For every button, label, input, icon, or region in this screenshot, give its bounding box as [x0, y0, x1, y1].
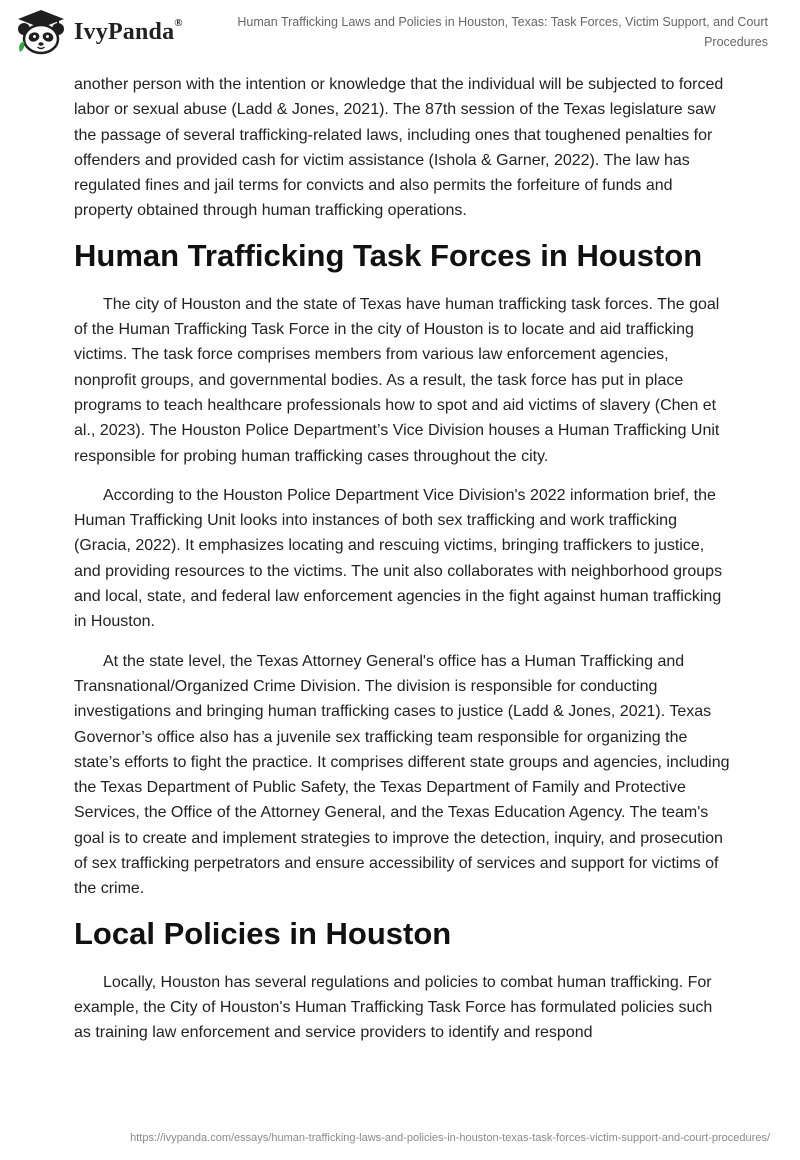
- ivypanda-logo[interactable]: [14, 8, 183, 56]
- essay-body: [74, 72, 730, 1060]
- intro-paragraph: another person with the intention or knowledge that the individual will be subjected to forced labor or sexual abuse (Ladd & Jones, 2021). The 87th session of the Texas legislature saw the passage of several trafficking-related laws, including ones that toughened penalties for offenders and provided cash for victim assistance (Ishola & Garner, 2022). The law has regulated fines and jail terms for convicts and also permits the forfeiture of funds and property obtained through human trafficking operations.: [74, 76, 724, 220]
- body-paragraph: Locally, Houston has several regulations and policies to combat human trafficking. For example, the City of Houston's Human Trafficking Task Force has formulated policies such as training law enforcement and service providers to identify and respond: [74, 973, 713, 1042]
- source-url[interactable]: https://ivypanda.com/essays/human-trafficking-laws-and-policies-in-houston-texas-task-forces-victim-support-and-court-procedures/: [130, 1132, 770, 1144]
- brand-text: IvyPanda: [74, 18, 175, 45]
- body-paragraph: According to the Houston Police Department Vice Division's 2022 information brief, the Human Trafficking Unit looks into instances of both sex trafficking and work trafficking (Gracia, 2022). It emphasizes locating and rescuing victims, bringing traffickers to justice, and providing resources to the victims. The unit also collaborates with neighborhood groups and local, state, and federal law enforcement agencies in the fight against human trafficking in Houston.: [74, 486, 723, 631]
- brand-name: [74, 16, 183, 46]
- document-title: Human Trafficking Laws and Policies in Houston, Texas: Task Forces, Victim Support, and Court Procedures: [237, 15, 768, 49]
- panda-graduate-icon: [14, 8, 68, 56]
- body-paragraph: The city of Houston and the state of Texas have human trafficking task forces. The goal of the Human Trafficking Task Force in the city of Houston is to locate and aid trafficking victims. The task force comprises members from various law enforcement agencies, nonprofit groups, and governmental bodies. As a result, the task force has put in place programs to teach healthcare professionals how to spot and aid victims of slavery (Chen et al., 2023). The Houston Police Department’s Vice Division houses a Human Trafficking Unit responsible for probing human trafficking cases throughout the city.: [74, 295, 720, 465]
- section-heading-task-forces: Human Trafficking Task Forces in Houston: [74, 237, 703, 273]
- page-header: [0, 0, 800, 60]
- body-paragraph: At the state level, the Texas Attorney General's office has a Human Trafficking and Transnational/Organized Crime Division. The division is responsible for conducting investigations and bringing human trafficking cases to justice (Ladd & Jones, 2021). Texas Governor’s office also has a juvenile sex trafficking team responsible for organizing the state’s efforts to fight the practice. It comprises different state groups and agencies, including the Texas Department of Public Safety, the Texas Department of Family and Protective Services, the Office of the Attorney General, and the Texas Education Agency. The team's goal is to create and implement strategies to improve the detection, inquiry, and prosecution of sex trafficking perpetrators and ensure accessibility of services and support for victims of the crime.: [74, 652, 730, 898]
- registered-mark: ®: [174, 16, 183, 29]
- section-heading-local-policies: Local Policies in Houston: [74, 915, 452, 951]
